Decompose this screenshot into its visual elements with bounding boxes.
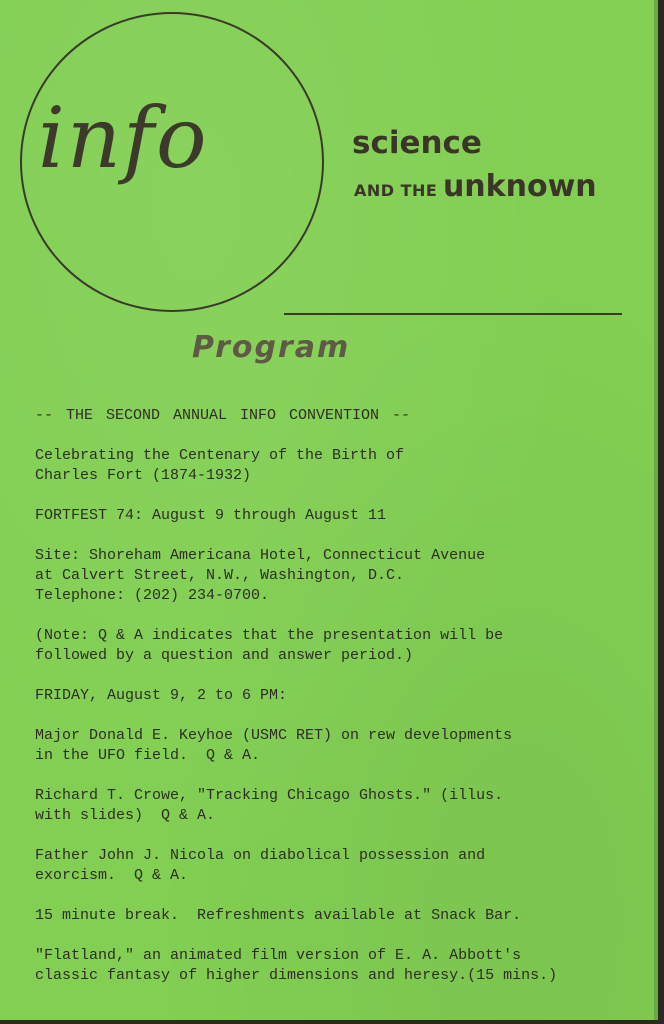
flatland-item: "Flatland," an animated film version of E. A. Abbott's classic fantasy of higher dimensions and heresy.(15 mins.) — [35, 947, 558, 984]
note-paragraph: (Note: Q & A indicates that the presentation will be followed by a question and answer period.) — [35, 627, 504, 664]
tagline-and-the: AND THE — [354, 181, 438, 200]
site-paragraph: Site: Shoreham Americana Hotel, Connecticut Avenue at Calvert Street, N.W., Washington, D.C. Telephone: (202) 234-0700. — [35, 547, 486, 604]
keyhoe-item: Major Donald E. Keyhoe (USMC RET) on rew developments in the UFO field. Q & A. — [35, 727, 513, 764]
crowe-item: Richard T. Crowe, "Tracking Chicago Ghosts." (illus. with slides) Q & A. — [35, 787, 504, 824]
convention-heading: -- THE SECOND ANNUAL INFO CONVENTION -- — [35, 407, 411, 424]
program-title: Program — [192, 330, 351, 365]
fortfest-dates: FORTFEST 74: August 9 through August 11 — [35, 507, 387, 524]
header-divider — [284, 313, 622, 315]
program-body — [35, 406, 645, 1006]
break-item: 15 minute break. Refreshments available at Snack Bar. — [35, 907, 522, 924]
tagline-science: science — [352, 125, 482, 161]
tagline-unknown: unknown — [442, 169, 597, 204]
logo-word: info — [38, 89, 209, 187]
nicola-item: Father John J. Nicola on diabolical possession and exorcism. Q & A. — [35, 847, 486, 884]
tagline-and-the-unknown — [354, 169, 597, 204]
centenary-paragraph: Celebrating the Centenary of the Birth of Charles Fort (1874-1932) — [35, 447, 405, 484]
friday-heading: FRIDAY, August 9, 2 to 6 PM: — [35, 687, 288, 704]
